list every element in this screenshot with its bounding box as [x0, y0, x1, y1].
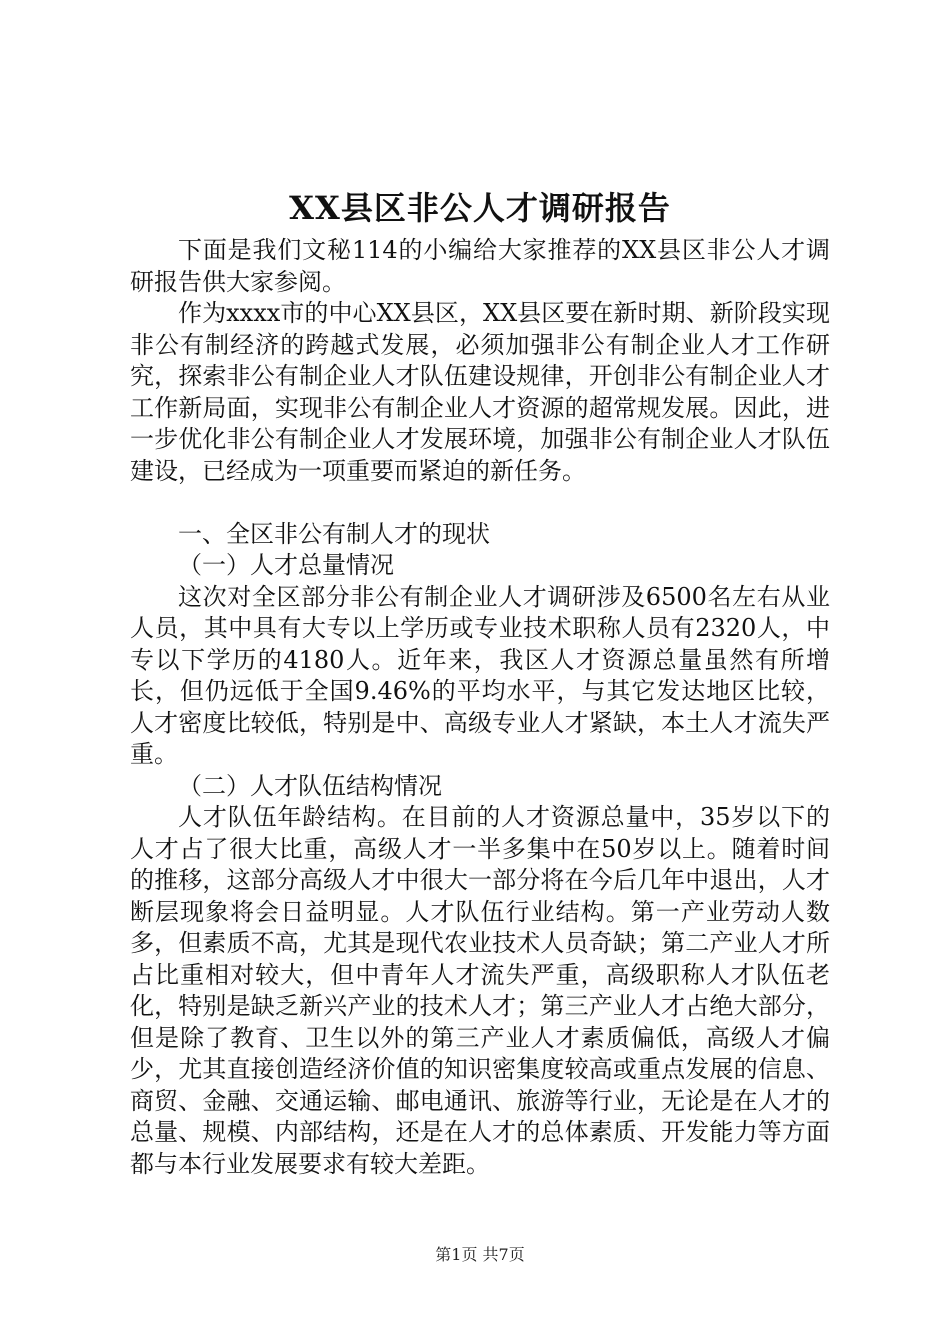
section-heading: 一、全区非公有制人才的现状 [178, 519, 490, 548]
talent-structure-paragraph: 人才队伍年龄结构。在目前的人才资源总量中，35岁以下的人才占了很大比重，高级人才一半多集中在50岁以上。随着时间的推移，这部分高级人才中很大一部分将在今后几年中退出，人才断层现象将会日益明显。人才队伍行业结构。第一产业劳动人数多，但素质不高，尤其是现代农业技术人员奇缺；第二产业人才所占比重相对较大，但中青年人才流失严重，高级职称人才队伍老化，特别是缺乏新兴产业的技术人才；第三产业人才占绝大部分，但是除了教育、卫生以外的第三产业人才素质偏低，高级人才偏少，尤其直接创造经济价值的知识密集度较高或重点发展的信息、商贸、金融、交通运输、邮电通讯、旅游等行业，无论是在人才的总量、规模、内部结构，还是在人才的总体素质、开发能力等方面都与本行业发展要求有较大差距。 [130, 803, 830, 1178]
document-body [130, 235, 830, 1180]
paragraph-gap [130, 487, 830, 519]
subsection-heading-total: （一）人才总量情况 [178, 551, 394, 579]
talent-total-paragraph: 这次对全区部分非公有制企业人才调研涉及6500名左右从业人员，其中具有大专以上学历或专业技术职称人员有2320人，中专以下学历的4180人。近年来，我区人才资源总量虽然有所增长，但仍远低于全国9.46%的平均水平，与其它发达地区比较，人才密度比较低，特别是中、高级专业人才紧缺，本土人才流失严重。 [130, 582, 830, 768]
intro-paragraph: 下面是我们文秘114的小编给大家推荐的XX县区非公人才调研报告供大家参阅。 [130, 236, 830, 296]
subsection-heading-structure: （二）人才队伍结构情况 [178, 771, 442, 800]
document-page [130, 0, 830, 1344]
document-title: XX县区非公人才调研报告 [289, 189, 671, 227]
page-footer: 第1页 共7页 [435, 1245, 525, 1264]
background-paragraph: 作为xxxx市的中心XX县区，XX县区要在新时期、新阶段实现非公有制经济的跨越式发展，必须加强非公有制企业人才工作研究，探索非公有制企业人才队伍建设规律，开创非公有制企业人才工作新局面，实现非公有制企业人才资源的超常规发展。因此，进一步优化非公有制企业人才发展环境，加强非公有制企业人才队伍建设，已经成为一项重要而紧迫的新任务。 [130, 299, 830, 485]
